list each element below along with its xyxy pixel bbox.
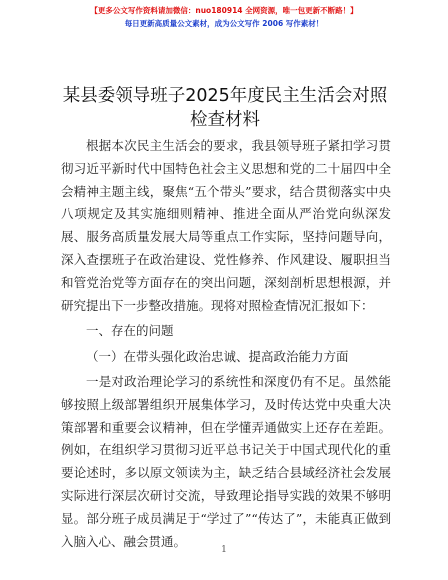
promo-banner-line2: 每日更新高质量公文素材，成为公文写作 2006 写作素材！: [124, 19, 324, 28]
subsection-heading: （一）在带头强化政治忠诚、提高政治能力方面: [86, 349, 349, 364]
section-heading: 一、存在的问题: [86, 323, 174, 338]
body-paragraph: 一是对政治理论学习的系统性和深度仍有不足。虽然能够按照上级部署组织开展集体学习，及时传达党中央重大决策部署和重要会议精神，但在学懂弄通做实上还存在差距。例如，在组织学习贯彻习近平总书记关于中国式现代化的重要论述时，多以原文领读为主，缺乏结合县域经济社会发展实际进行深层次研讨交流，导致理论指导实践的效果不够明显。部分班子成员满足于“学过了”“传达了”，未能真正做到入脑入心、融会贯通。: [61, 374, 391, 549]
promo-banner-line1: 【更多公文写作资料请加微信：nuo180914 全网资源，唯一包更新不断路！】: [90, 6, 358, 15]
page-number: 1: [221, 545, 227, 555]
intro-paragraph: 根据本次民主生活会的要求，我县领导班子紧扣学习贯彻习近平新时代中国特色社会主义思想和党的二十届四中全会精神主题主线，聚焦“五个带头”要求，结合贯彻落实中央八项规定及其实施细则精神、推进全面从严治党向纵深发展、服务高质量发展大局等重点工作实际，坚持问题导向，深入查摆班子在政治建设、党性修养、作风建设、履职担当和管党治党等方面存在的突出问题，深刻剖析思想根源，并研究提出下一步整改措施。现将对照检查情况汇报如下：: [61, 138, 391, 313]
document-title: 某县委领导班子2025年度民主生活会对照检查材料: [62, 86, 388, 130]
